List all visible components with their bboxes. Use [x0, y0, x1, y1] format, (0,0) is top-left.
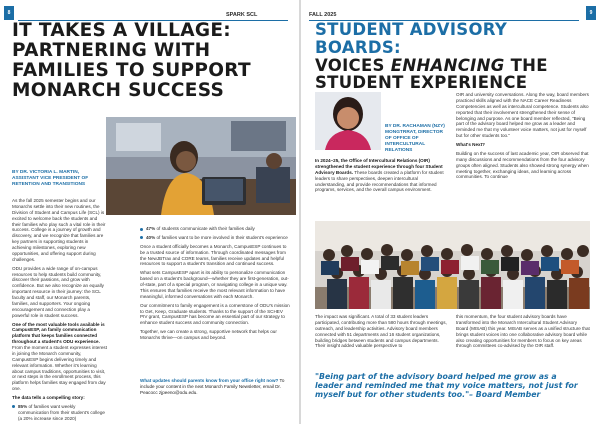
author-byline: BY DR. RACHAMAN (NZY) MONGTRRAT, DIRECTOR OF OFFICE OF INTERCULTURAL RELATIONS — [385, 124, 445, 153]
right-page — [301, 0, 600, 424]
stat-desc: of students communicate with their families daily — [156, 226, 255, 231]
newsletter-callout — [140, 378, 290, 396]
bullet-icon — [140, 228, 143, 231]
title-emphasis: ENHANCING — [390, 55, 505, 75]
section-label: SPARK SCL — [226, 12, 258, 18]
paragraph: OIR and university conversations. Along the way, board members practiced skills aligned with the NACE Career Readiness Competencies as well as intercultural competence. Students also reported that their involvement strengthened their sense of belonging and purpose. As one board member reflected, "Being part of the advisory board helped me grow as a leader and reminded me that my volunteer voice matters, not just for myself but for other students too." — [456, 92, 589, 139]
paragraph: Once a student officially becomes a Monarch, CampusESP continues to be a trusted source of information. Through coordinated messages from the NewJBTrax and CORE teams, families receive updates and helpful resources to support a student's transition and continued success. — [140, 243, 287, 267]
stat-value: 85% — [18, 403, 28, 409]
left-page — [0, 0, 299, 424]
paragraph: ODU provides a wide range of on-campus resources to help students build community, discover their passions, and grow with confidence. But we also recognize an equally important resource in their journey: the SCL faculty and staff, our Monarch parents, families, and supporters. Your ongoing encouragement and connection play a powerful role in student success. — [12, 265, 104, 318]
paragraph — [315, 158, 447, 193]
stat-desc: of families want weekly communication from their student's college (a 20% increase since 2020) — [18, 403, 105, 421]
stat-text — [146, 235, 288, 241]
author-byline: BY DR. VICTORIA L. MARTIN, ASSISTANT VICE PRESIDENT OF RETENTION AND TRANSITIONS — [12, 170, 89, 187]
stat-text — [18, 404, 107, 422]
paragraph: Together, we can create a strong, supportive network that helps our Monarchs thrive—on campus and beyond. — [140, 329, 277, 340]
title-line-2-post: THE STUDENT EXPERIENCE — [315, 55, 548, 93]
impact-paragraph: The impact was significant. A total of 33 student leaders participated, contributing more than 580 hours through meetings, outreach, and leadership activities. Advisory board members connected with 51 departments and 16 student organizations, building bridges between students and campus departments. Their insight added valuable perspective to — [315, 314, 447, 349]
stat-bullet — [12, 404, 107, 422]
paragraph: As the fall 2025 semester begins and our Monarchs settle into their new routines, the Division of Student and Campus Life (SCL) is excited to welcome back the students and their families who play such a vital role in their success. College is a journey of growth and discovery, and we recognize that families are key partners in supporting students in achieving milestones, exploring new opportunities, and offering support during challenges. — [12, 198, 106, 262]
page-number: 9 — [586, 6, 596, 20]
advisory-board-group-photo — [315, 221, 590, 309]
bullet-icon — [140, 236, 143, 239]
stat-bullet — [140, 235, 290, 241]
paragraph: What sets CampusESP apart is its ability to personalize communication based on a student's background—whether they are first-generation, out-of-state, part of a special program, or navigating college in a unique way. This ensures that families receive the most relevant information to have meaningful, informed conversations with each Monarch. — [140, 270, 289, 299]
paragraph-lead: In 2024–25, the Office of Intercultural Relations (OIR) strengthened the student experience through four Student Advisory Boards. — [315, 158, 443, 175]
stat-value: 47% — [146, 226, 156, 231]
callout-text: To include your content in the next Monarch Family Newsletter, email Dr. Peacocc zjpeeno@odu.edu. — [140, 378, 285, 395]
title-line-2-pre: VOICES — [315, 55, 391, 75]
paragraph-lead: One of the most valuable tools available is CampusESP, an family communication platform that keeps families connected throughout a student's ODU experience. — [12, 321, 105, 345]
column-1 — [12, 198, 107, 424]
stat-desc: of families want to be more involved in their student's experience — [156, 234, 288, 240]
paragraph-body: These boards created a platform for student leaders to share perspectives, deepen intercultural understanding, and provide recommendations that informed programs, services, and the overall campus environment. — [315, 169, 444, 193]
callout-title: What updates should parents know from your office right now? — [140, 378, 279, 383]
pull-quote: "Being part of the advisory board helped me grow as a leader and reminded me that my voice matters, not just for myself but for other students too."– Board Member — [315, 372, 578, 400]
issue-label: FALL 2025 — [309, 12, 337, 18]
page-number: 8 — [4, 6, 14, 20]
intro-paragraph — [315, 158, 447, 196]
title-line-1: STUDENT ADVISORY BOARDS: — [315, 20, 508, 57]
section-heading: What's Next? — [456, 142, 485, 147]
paragraph — [12, 322, 107, 393]
paragraph: Our commitment to family engagement is a cornerstone of ODU's mission to Get, Keep, Graduate students. Thanks to the support of the SCHEV PIV grant, CampusESP has become an essential part of our strategy to enhance student success and community connection. — [140, 302, 290, 326]
stats-intro: The data tells a compelling story: — [12, 395, 85, 400]
article-title — [315, 21, 595, 92]
stat-value: 40% — [146, 234, 156, 240]
stat-text — [146, 226, 255, 232]
paragraph: Building on the success of last academic year, OIR observed that many discussions and recommendations from the four advisory groups often aligned. Students also showed strong synergy when meeting together, exchanging ideas, and learning across communities. To continue — [456, 150, 589, 180]
paragraph-body: From the moment a student expresses interest in joining the Monarch community, CampusESP begins delivering timely and relevant information. Whether it's learning about campus traditions, opportunities to visit, or next steps in the enrollment process, this platform helps families stay engaged from day one. — [12, 345, 107, 392]
article-title: IT TAKES A VILLAGE: PARTNERING WITH FAMILIES TO SUPPORT MONARCH SUCCESS — [12, 20, 251, 101]
stat-bullet — [140, 226, 290, 232]
right-column — [456, 92, 590, 183]
column-2 — [140, 226, 290, 344]
next-steps-paragraph: this momentum, the four student advisory boards have transformed into the Monarch Intercultural Student Advisory Board (MISAB) this year. MISAB serves as a unified structure that brings student voices into one collaborative advisory board while also creating opportunities for members to focus on key areas through committees co-advised by the OIR staff. — [456, 314, 590, 349]
student-laptop-photo — [106, 117, 296, 215]
author-headshot — [315, 92, 381, 150]
bullet-icon — [12, 405, 15, 408]
